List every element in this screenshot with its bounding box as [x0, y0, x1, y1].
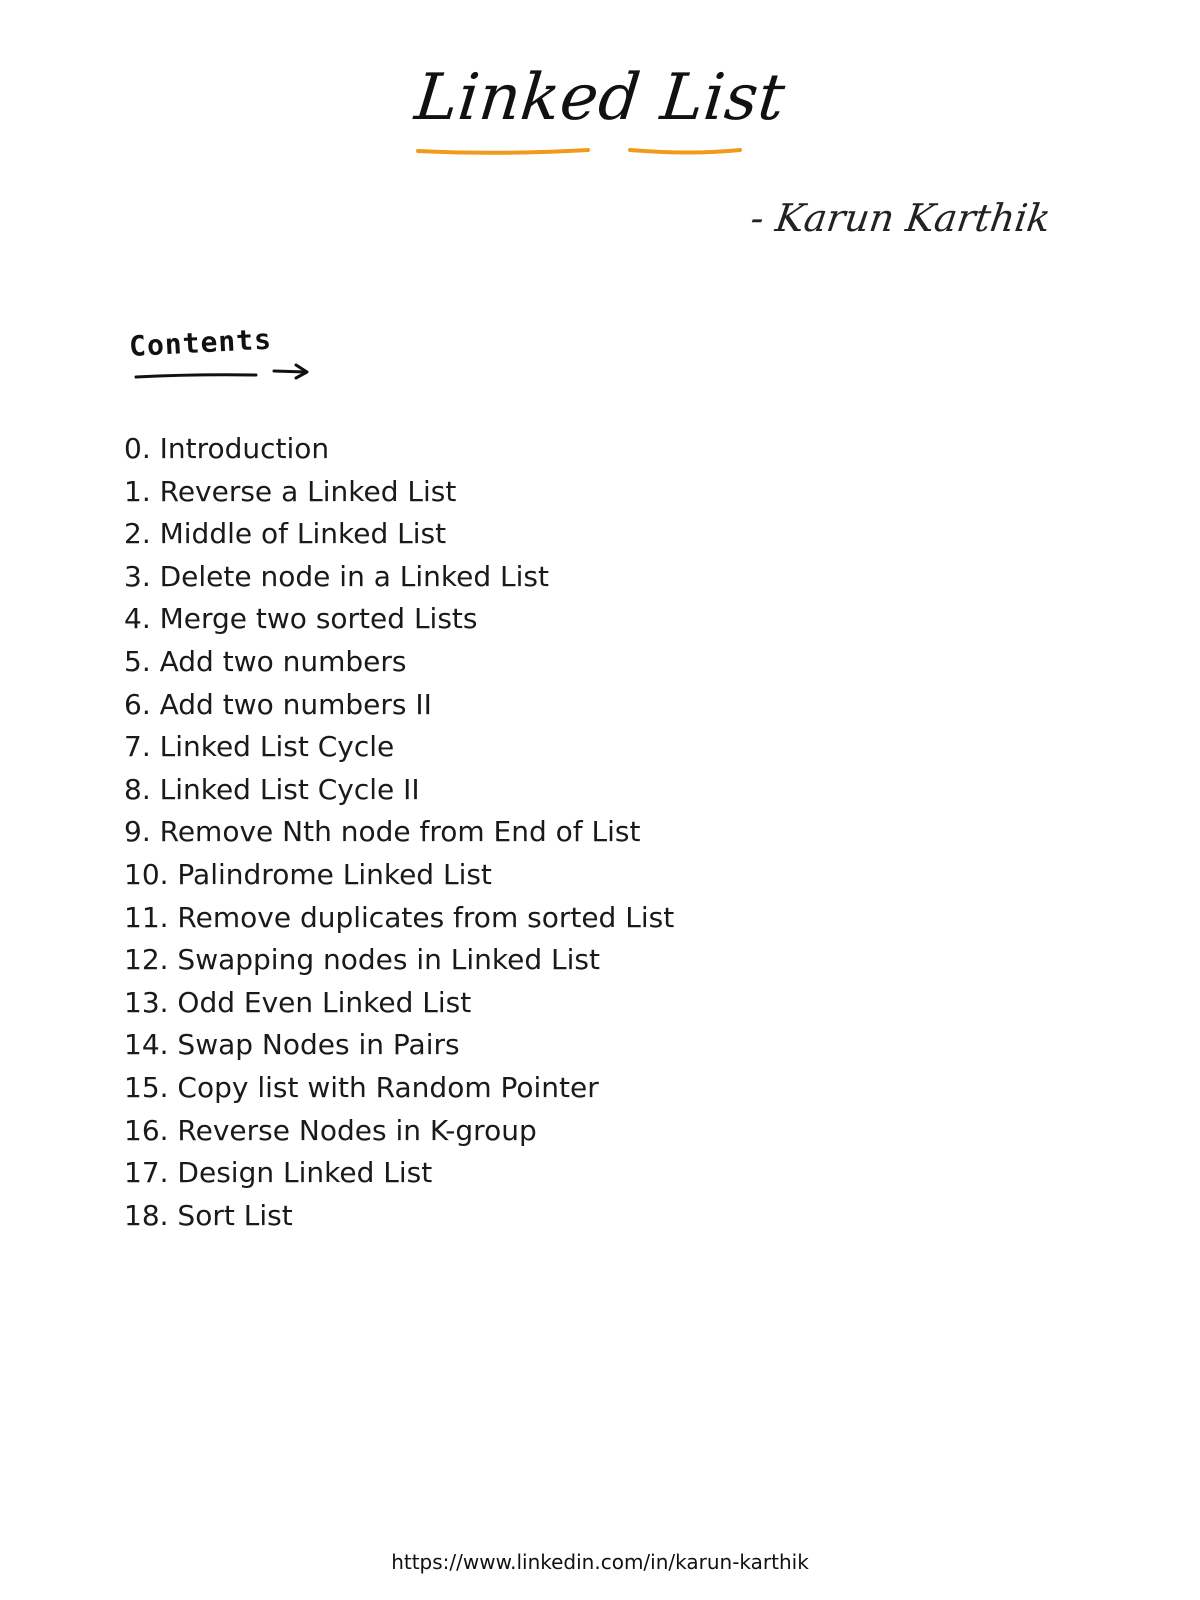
toc-item: 3. Delete node in a Linked List: [124, 559, 549, 593]
toc-item: 9. Remove Nth node from End of List: [124, 815, 641, 849]
toc-item: 4. Merge two sorted Lists: [124, 602, 478, 636]
toc-item: 8. Linked List Cycle II: [124, 772, 420, 806]
contents-underline: [136, 375, 256, 377]
toc-item: 17. Design Linked List: [124, 1156, 433, 1190]
toc-item: 5. Add two numbers: [124, 644, 407, 678]
page-title: Linked List: [411, 61, 789, 135]
title-underline: [400, 148, 800, 160]
title-block: [400, 60, 800, 170]
toc-item: 0. Introduction: [124, 432, 330, 465]
author-signature: - Karun Karthik: [747, 196, 1054, 240]
toc-item: 2. Middle of Linked List: [124, 517, 447, 551]
toc-item: 18. Sort List: [124, 1198, 293, 1232]
contents-heading: Contents: [128, 322, 273, 363]
toc-item: 11. Remove duplicates from sorted List: [124, 900, 675, 934]
toc-item: 10. Palindrome Linked List: [124, 857, 492, 891]
right-arrow-icon: [274, 365, 307, 378]
toc-item: 15. Copy list with Random Pointer: [124, 1070, 599, 1104]
toc-item: 7. Linked List Cycle: [124, 730, 395, 764]
title-underline-word2: [630, 150, 740, 153]
title-underline-word1: [418, 150, 588, 153]
toc-item: 6. Add two numbers II: [124, 687, 432, 721]
contents-header: [124, 322, 344, 400]
footer-link[interactable]: https://www.linkedin.com/in/karun-karthik: [391, 1550, 809, 1574]
toc-item: 12. Swapping nodes in Linked List: [124, 943, 600, 977]
table-of-contents: [124, 428, 674, 1237]
toc-item: 13. Odd Even Linked List: [124, 985, 472, 1019]
toc-item: 14. Swap Nodes in Pairs: [124, 1028, 460, 1062]
toc-item: 1. Reverse a Linked List: [124, 474, 457, 508]
toc-item: 16. Reverse Nodes in K-group: [124, 1113, 537, 1147]
